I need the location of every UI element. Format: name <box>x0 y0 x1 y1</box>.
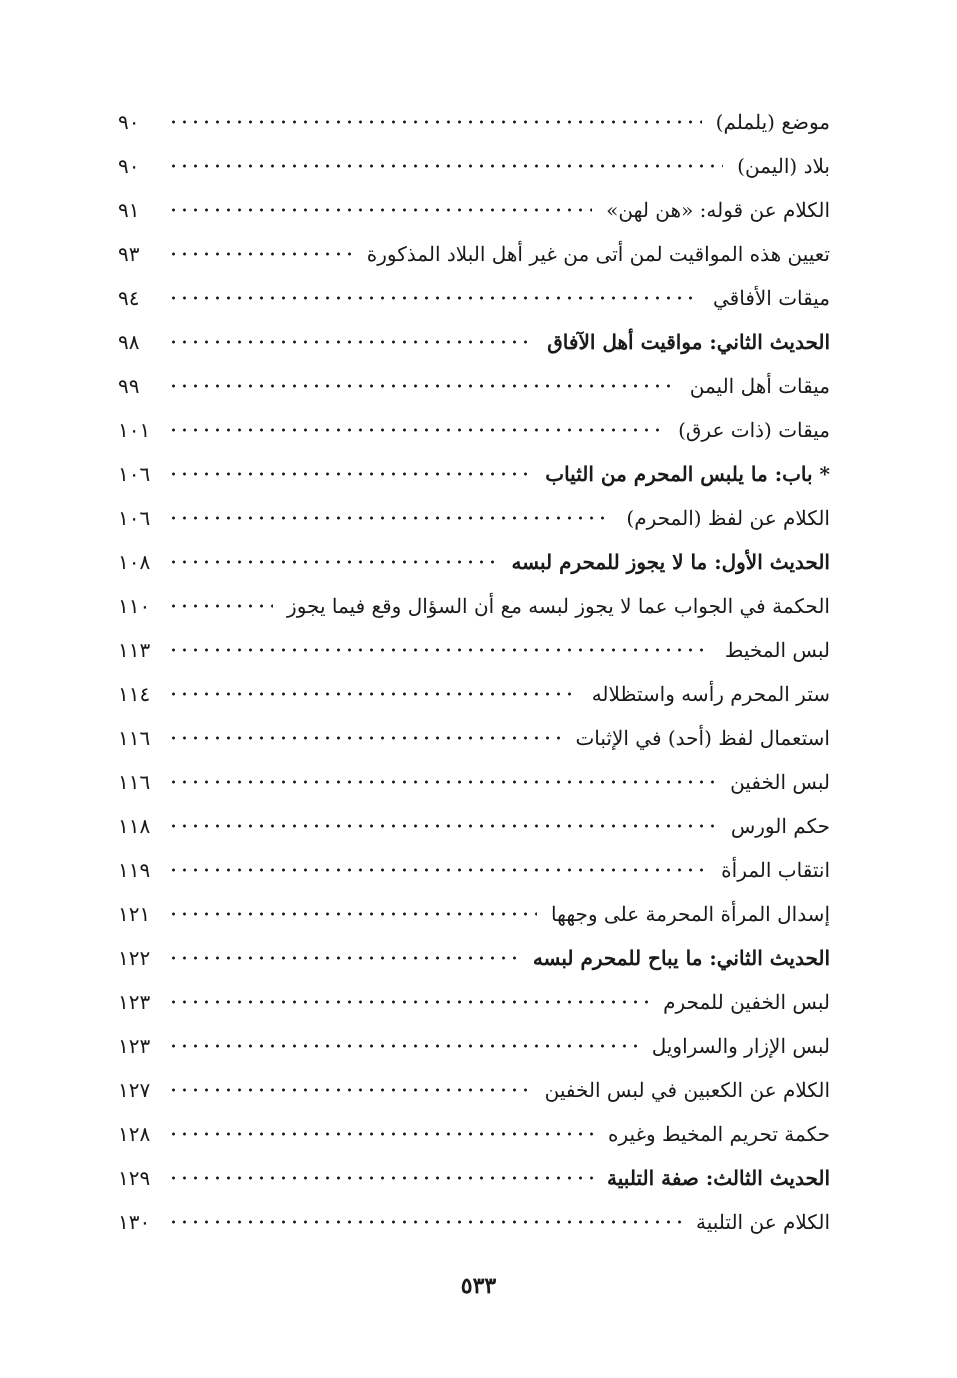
toc-entry <box>118 1156 830 1200</box>
dot-leader <box>168 156 723 176</box>
toc-entry-title: ستر المحرم رأسه واستظلاله <box>591 682 830 706</box>
toc-entry <box>118 1024 830 1068</box>
toc-entry-title: الحديث الأول: ما لا يجوز للمحرم لبسه <box>511 550 830 574</box>
toc-entry-title: لبس المخيط <box>724 638 830 662</box>
toc-entry <box>118 144 830 188</box>
toc-entry <box>118 892 830 936</box>
toc-entry-title: الحديث الثالث: صفة التلبية <box>607 1166 830 1190</box>
toc-entry-page: ١٢١ <box>118 902 151 926</box>
toc-entry <box>118 980 830 1024</box>
dot-leader <box>168 904 537 924</box>
toc-entry-page: ١١٨ <box>118 814 151 838</box>
toc-entry <box>118 320 830 364</box>
toc-entry-page: ٩٣ <box>118 242 140 266</box>
dot-leader <box>168 640 711 660</box>
dot-leader <box>168 1168 593 1188</box>
toc-entry <box>118 936 830 980</box>
toc-entry-page: ١٠٦ <box>118 506 151 530</box>
toc-entry-page: ١٢٧ <box>118 1078 151 1102</box>
toc-entry-title: لبس الخفين للمحرم <box>663 990 830 1014</box>
toc-entry <box>118 672 830 716</box>
toc-entry-title: ميقات الأفاقي <box>713 286 830 310</box>
toc-entry-page: ١٢٣ <box>118 990 151 1014</box>
dot-leader <box>168 728 561 748</box>
toc-entry-page: ٩١ <box>118 198 140 222</box>
toc-entry-title: موضع (يلملم) <box>715 110 830 134</box>
toc-entry-page: ٩٠ <box>118 154 140 178</box>
toc-entry <box>118 452 830 496</box>
table-of-contents <box>118 100 830 1244</box>
toc-entry-title: لبس الخفين <box>730 770 830 794</box>
toc-entry <box>118 496 830 540</box>
toc-entry-page: ١٠٨ <box>118 550 151 574</box>
dot-leader <box>168 1124 594 1144</box>
toc-entry <box>118 716 830 760</box>
toc-entry <box>118 848 830 892</box>
toc-entry-page: ٩٩ <box>118 374 140 398</box>
dot-leader <box>168 508 612 528</box>
toc-entry-page: ١١٦ <box>118 770 151 794</box>
dot-leader <box>168 816 717 836</box>
toc-entry-page: ١١٦ <box>118 726 151 750</box>
toc-entry-title: الحديث الثاني: مواقيت أهل الآفاق <box>547 330 830 354</box>
toc-entry-page: ١١٠ <box>118 594 151 618</box>
dot-leader <box>168 288 699 308</box>
dot-leader <box>168 420 664 440</box>
toc-list <box>118 100 830 1244</box>
dot-leader <box>168 948 519 968</box>
dot-leader <box>168 684 578 704</box>
toc-entry <box>118 760 830 804</box>
toc-entry <box>118 408 830 452</box>
toc-entry-title: حكم الورس <box>730 814 830 838</box>
toc-entry-page: ١٢٨ <box>118 1122 151 1146</box>
toc-entry-page: ١٢٢ <box>118 946 151 970</box>
toc-entry-page: ٩٤ <box>118 286 140 310</box>
dot-leader <box>168 112 702 132</box>
toc-entry-page: ١٣٠ <box>118 1210 151 1234</box>
dot-leader <box>168 860 707 880</box>
toc-entry <box>118 628 830 672</box>
toc-entry <box>118 364 830 408</box>
toc-entry <box>118 1068 830 1112</box>
toc-entry <box>118 1200 830 1244</box>
toc-entry-title: ميقات (ذات عرق) <box>678 418 830 442</box>
dot-leader <box>168 772 716 792</box>
dot-leader <box>168 332 533 352</box>
toc-entry-title: تعيين هذه المواقيت لمن أتى من غير أهل البلاد المذكورة <box>366 242 830 266</box>
toc-entry-page: ١٢٣ <box>118 1034 151 1058</box>
toc-entry-page: ١١٤ <box>118 682 151 706</box>
toc-entry-title: الكلام عن الكعبين في لبس الخفين <box>544 1078 830 1102</box>
toc-entry-page: ١٠١ <box>118 418 151 442</box>
toc-entry-title: إسدال المرأة المحرمة على وجهها <box>551 902 830 926</box>
dot-leader <box>168 244 353 264</box>
toc-entry-title: بلاد (اليمن) <box>737 154 830 178</box>
toc-entry-title: * باب: ما يلبس المحرم من الثياب <box>545 462 830 486</box>
toc-entry-title: الحديث الثاني: ما يباح للمحرم لبسه <box>532 946 830 970</box>
dot-leader <box>168 1080 531 1100</box>
toc-entry-page: ٩٨ <box>118 330 140 354</box>
toc-entry-title: الكلام عن التلبية <box>696 1210 830 1234</box>
toc-entry-title: انتقاب المرأة <box>721 858 830 882</box>
page-number: ٥٣٣ <box>460 1273 497 1299</box>
toc-entry <box>118 100 830 144</box>
toc-entry <box>118 232 830 276</box>
toc-entry-page: ١٠٦ <box>118 462 151 486</box>
dot-leader <box>168 200 592 220</box>
dot-leader <box>168 596 273 616</box>
toc-entry-title: استعمال لفظ (أحد) في الإثبات <box>575 726 830 750</box>
toc-entry-title: لبس الإزار والسراويل <box>651 1034 830 1058</box>
toc-entry-title: حكمة تحريم المخيط وغيره <box>608 1122 830 1146</box>
toc-entry-page: ١١٩ <box>118 858 151 882</box>
toc-entry <box>118 276 830 320</box>
toc-entry <box>118 188 830 232</box>
toc-entry-page: ١٢٩ <box>118 1166 151 1190</box>
dot-leader <box>168 552 497 572</box>
dot-leader <box>168 1212 682 1232</box>
dot-leader <box>168 992 649 1012</box>
toc-entry <box>118 1112 830 1156</box>
dot-leader <box>168 1036 638 1056</box>
toc-entry-title: الكلام عن قوله: «هن لهن» <box>606 198 830 222</box>
dot-leader <box>168 464 531 484</box>
toc-entry-title: ميقات أهل اليمن <box>689 374 830 398</box>
toc-entry-page: ١١٣ <box>118 638 151 662</box>
toc-entry-page: ٩٠ <box>118 110 140 134</box>
toc-entry <box>118 804 830 848</box>
toc-entry <box>118 540 830 584</box>
toc-entry-title: الكلام عن لفظ (المحرم) <box>626 506 830 530</box>
toc-entry-title: الحكمة في الجواب عما لا يجوز لبسه مع أن السؤال وقع فيما يجوز <box>287 594 830 618</box>
dot-leader <box>168 376 676 396</box>
toc-entry <box>118 584 830 628</box>
